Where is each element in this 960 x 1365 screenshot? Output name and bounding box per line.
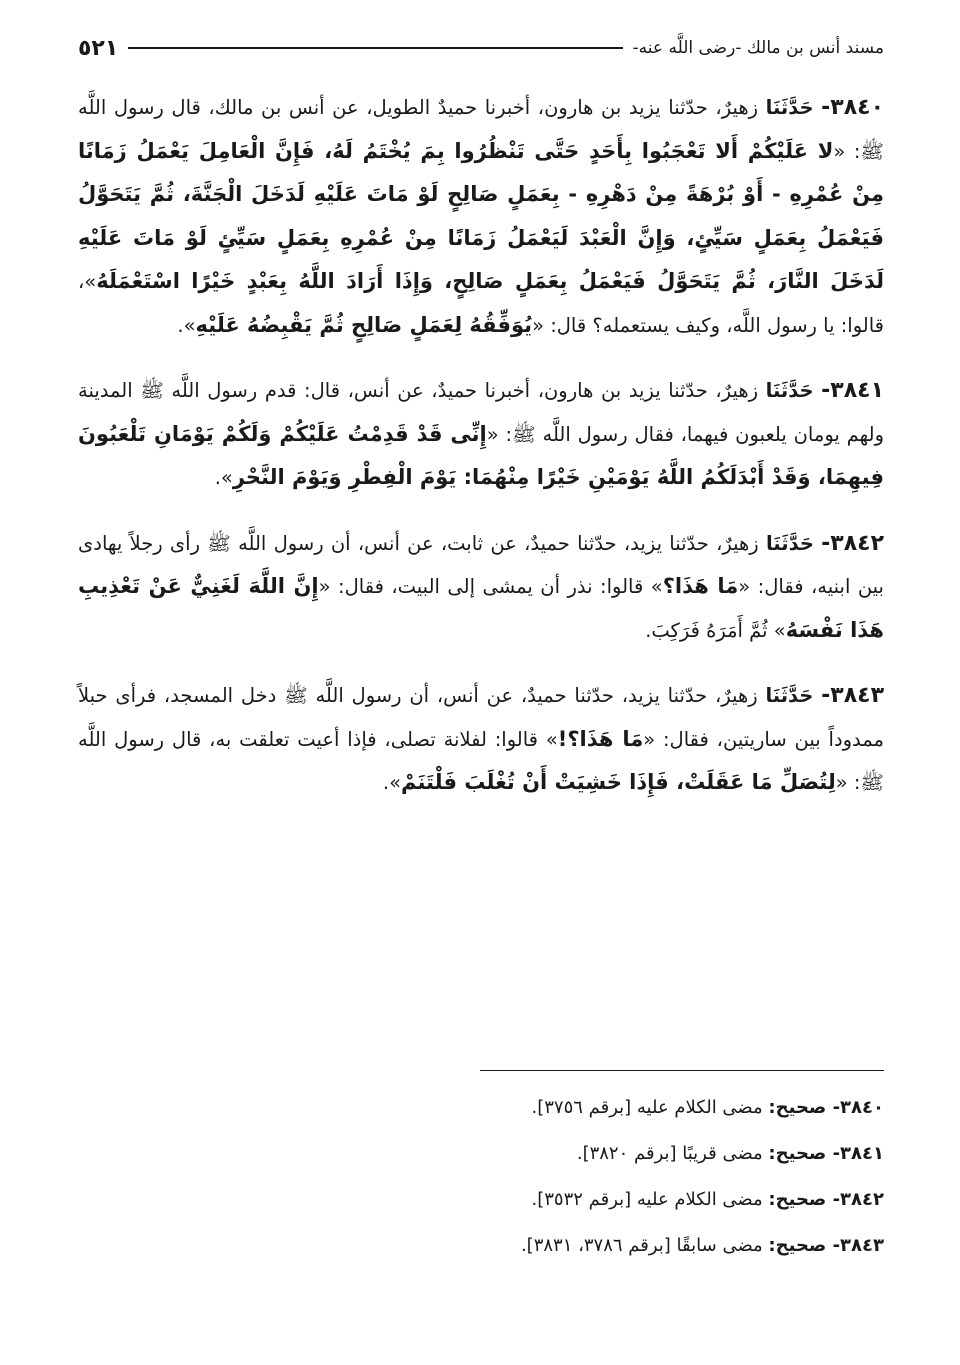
hadith-tail: ».	[214, 466, 233, 489]
page-body	[78, 86, 884, 827]
hadith-number: ٣٨٤٠-	[821, 95, 884, 120]
hadith-matn-2: لِتُصَلِّ مَا عَقَلَتْ، فَإِذَا خَشِيَتْ أَنْ تُغْلَبَ فَلْتَنَمْ	[401, 770, 836, 794]
footnote-text: مضى سابقًا [برقم ٣٧٨٦، ٣٨٣١].	[520, 1235, 769, 1256]
footnote-3841	[78, 1131, 884, 1177]
page-header	[78, 30, 884, 66]
footnote-label: ٣٨٤٠- صحيح:	[768, 1097, 884, 1118]
hadith-sanad: زهيرٌ، حدّثنا يزيد بن هارون، أخبرنا حميدٌ الطويل، عن أنس بن مالك، قال رسول اللَّه ﷺ: «	[78, 96, 884, 163]
hadith-sanad: زهيرٌ، حدّثنا يزيد، حدّثنا حميدٌ، عن أنس، أن رسول اللَّه ﷺ دخل المسجد، فرأى حبلاً ممدوداً بين ساريتين، فقال: «	[78, 684, 884, 751]
hadith-lead: حَدَّثَنَا	[765, 96, 814, 119]
hadith-mid: » قالوا: نذر أن يمشى إلى البيت، فقال: «	[318, 575, 663, 598]
footnote-label: ٣٨٤٣- صحيح:	[768, 1235, 884, 1256]
hadith-number: ٣٨٤٣-	[821, 683, 885, 708]
hadith-3841	[78, 369, 884, 500]
footnote-3843	[78, 1223, 884, 1269]
footnote-label: ٣٨٤٢- صحيح:	[768, 1189, 884, 1210]
hadith-lead: حَدَّثَنَا	[765, 684, 814, 707]
hadith-tail: ».	[382, 771, 402, 794]
running-title: مسند أنس بن مالك -رضى اللَّه عنه-	[632, 38, 884, 58]
hadith-tail: ».	[177, 313, 196, 337]
hadith-number: ٣٨٤١-	[821, 378, 884, 403]
hadith-mid: »، قالوا: يا رسول اللَّه، وكيف يستعمله؟ قال: «	[78, 270, 884, 337]
hadith-sanad: زهيرٌ، حدّثنا يزيد بن هارون، أخبرنا حميدٌ، عن أنس، قال: قدم رسول اللَّه ﷺ المدينة ولهم يومان يلعبون فيهما، فقال رسول اللَّه ﷺ: «	[78, 379, 884, 446]
footnote-text: مضى قريبًا [برقم ٣٨٢٠].	[576, 1143, 769, 1164]
hadith-lead: حَدَّثَنَا	[765, 531, 814, 555]
hadith-mid: » قالوا: لفلانة تصلى، فإذا أعيت تعلقت به، قال رسول اللَّه ﷺ: «	[78, 727, 884, 794]
footnote-text: مضى الكلام عليه [برقم ٣٧٥٦].	[531, 1097, 769, 1118]
hadith-matn: لا عَلَيْكُمْ أَلا تَعْجَبُوا بِأَحَدٍ حَتَّى تَنْظُرُوا بِمَ يُخْتَمُ لَهُ، فَإِنَّ الْعَامِلَ يَعْمَلُ زَمَانًا مِنْ عُمْرِهِ - أَوْ بُرْهَةً مِنْ دَهْرِهِ - بِعَمَلٍ صَالِحٍ لَوْ مَاتَ عَلَيْهِ لَدَخَلَ الْجَنَّةَ، ثُمَّ يَتَحَوَّلُ فَيَعْمَلُ بِعَمَلٍ سَيِّئٍ، وَإِنَّ الْعَبْدَ لَيَعْمَلُ زَمَانًا مِنْ عُمْرِهِ بِعَمَلٍ سَيِّئٍ لَوْ مَاتَ عَلَيْهِ لَدَخَلَ النَّارَ، ثُمَّ يَتَحَوَّلُ فَيَعْمَلُ بِعَمَلٍ صَالِحٍ، وَإِذَا أَرَادَ اللَّهُ بِعَبْدٍ خَيْرًا اسْتَعْمَلَهُ	[78, 138, 884, 293]
footnote-separator	[480, 1070, 884, 1071]
hadith-number: ٣٨٤٢-	[821, 530, 885, 556]
hadith-matn: مَا هَذَا؟	[662, 574, 739, 598]
hadith-matn: مَا هَذَا؟!	[557, 726, 644, 751]
hadith-lead: حَدَّثَنَا	[765, 379, 814, 402]
hadith-tail: » ثُمَّ أَمَرَهُ فَرَكِبَ.	[645, 618, 786, 642]
hadith-3840	[78, 86, 884, 347]
hadith-matn: إِنِّى قَدْ قَدِمْتُ عَلَيْكُمْ وَلَكُمْ يَوْمَانِ تَلْعَبُونَ فِيهِمَا، وَقَدْ أَبْدَلَكُمُ اللَّهُ يَوْمَيْنِ خَيْرًا مِنْهُمَا: يَوْمَ الْفِطْرِ وَيَوْمَ النَّحْرِ	[78, 421, 884, 489]
page-number: ٥٢١	[78, 35, 119, 61]
footnote-3840	[78, 1085, 884, 1131]
footnotes	[78, 1085, 884, 1269]
hadith-matn-2: يُوَفِّقُهُ لِعَمَلٍ صَالِحٍ ثُمَّ يَقْبِضُهُ عَلَيْهِ	[195, 312, 533, 337]
footnote-3842	[78, 1177, 884, 1223]
footnote-text: مضى الكلام عليه [برقم ٣٥٣٢].	[531, 1189, 769, 1210]
footnote-label: ٣٨٤١- صحيح:	[768, 1143, 884, 1164]
header-rule	[128, 47, 622, 49]
hadith-3843	[78, 674, 884, 805]
hadith-sanad: زهيرٌ، حدّثنا يزيد، حدّثنا حميدٌ، عن ثابت، عن أنس، أن رسول اللَّه ﷺ رأى رجلاً يهادى بين ابنيه، فقال: «	[78, 531, 884, 598]
hadith-3842	[78, 522, 884, 653]
hadith-matn-2: إِنَّ اللَّهَ لَغَنِيٌّ عَنْ تَعْذِيبِ هَذَا نَفْسَهُ	[78, 574, 884, 642]
